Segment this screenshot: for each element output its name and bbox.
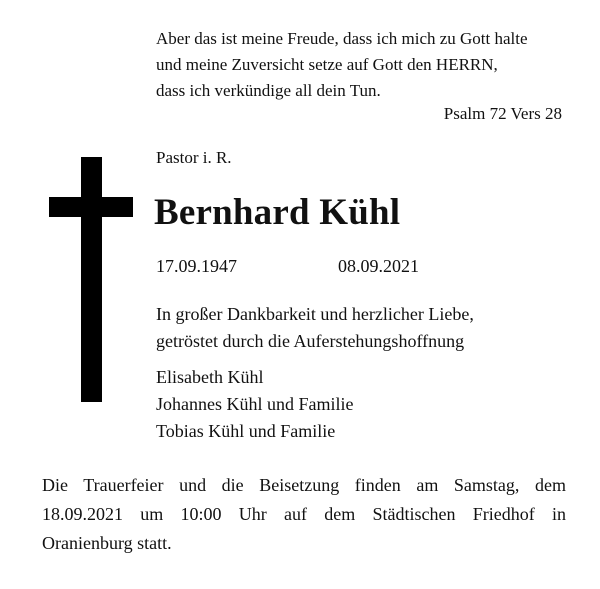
verse-line: dass ich verkündige all dein Tun. <box>156 81 381 100</box>
deceased-title: Pastor i. R. <box>156 148 232 167</box>
announcement-line: 18.09.2021 um 10:00 Uhr auf dem Städtischen Friedhof in <box>42 504 566 524</box>
mourner-name: Elisabeth Kühl <box>156 367 264 387</box>
verse-line: und meine Zuversicht setze auf Gott den HERRN, <box>156 55 498 74</box>
deceased-name: Bernhard Kühl <box>154 192 401 233</box>
verse-line: Aber das ist meine Freude, dass ich mich zu Gott halte <box>156 29 528 48</box>
death-date: 08.09.2021 <box>338 256 419 276</box>
message-line: In großer Dankbarkeit und herzlicher Liebe, <box>156 304 474 324</box>
mourner-name: Tobias Kühl und Familie <box>156 421 336 441</box>
bible-verse <box>156 26 528 104</box>
mourners-list <box>156 364 353 445</box>
cross-horizontal-bar <box>49 197 133 217</box>
announcement-line: Oranienburg statt. <box>42 533 172 553</box>
verse-reference: Psalm 72 Vers 28 <box>443 104 562 123</box>
mourner-name: Johannes Kühl und Familie <box>156 394 354 414</box>
message-line: getröstet durch die Auferstehungshoffnung <box>156 331 465 351</box>
cross-vertical-bar <box>81 157 102 402</box>
birth-date: 17.09.1947 <box>156 256 237 276</box>
funeral-announcement <box>42 471 566 558</box>
memorial-message <box>156 301 474 355</box>
announcement-line: Die Trauerfeier und die Beisetzung finden am Samstag, dem <box>42 475 566 495</box>
